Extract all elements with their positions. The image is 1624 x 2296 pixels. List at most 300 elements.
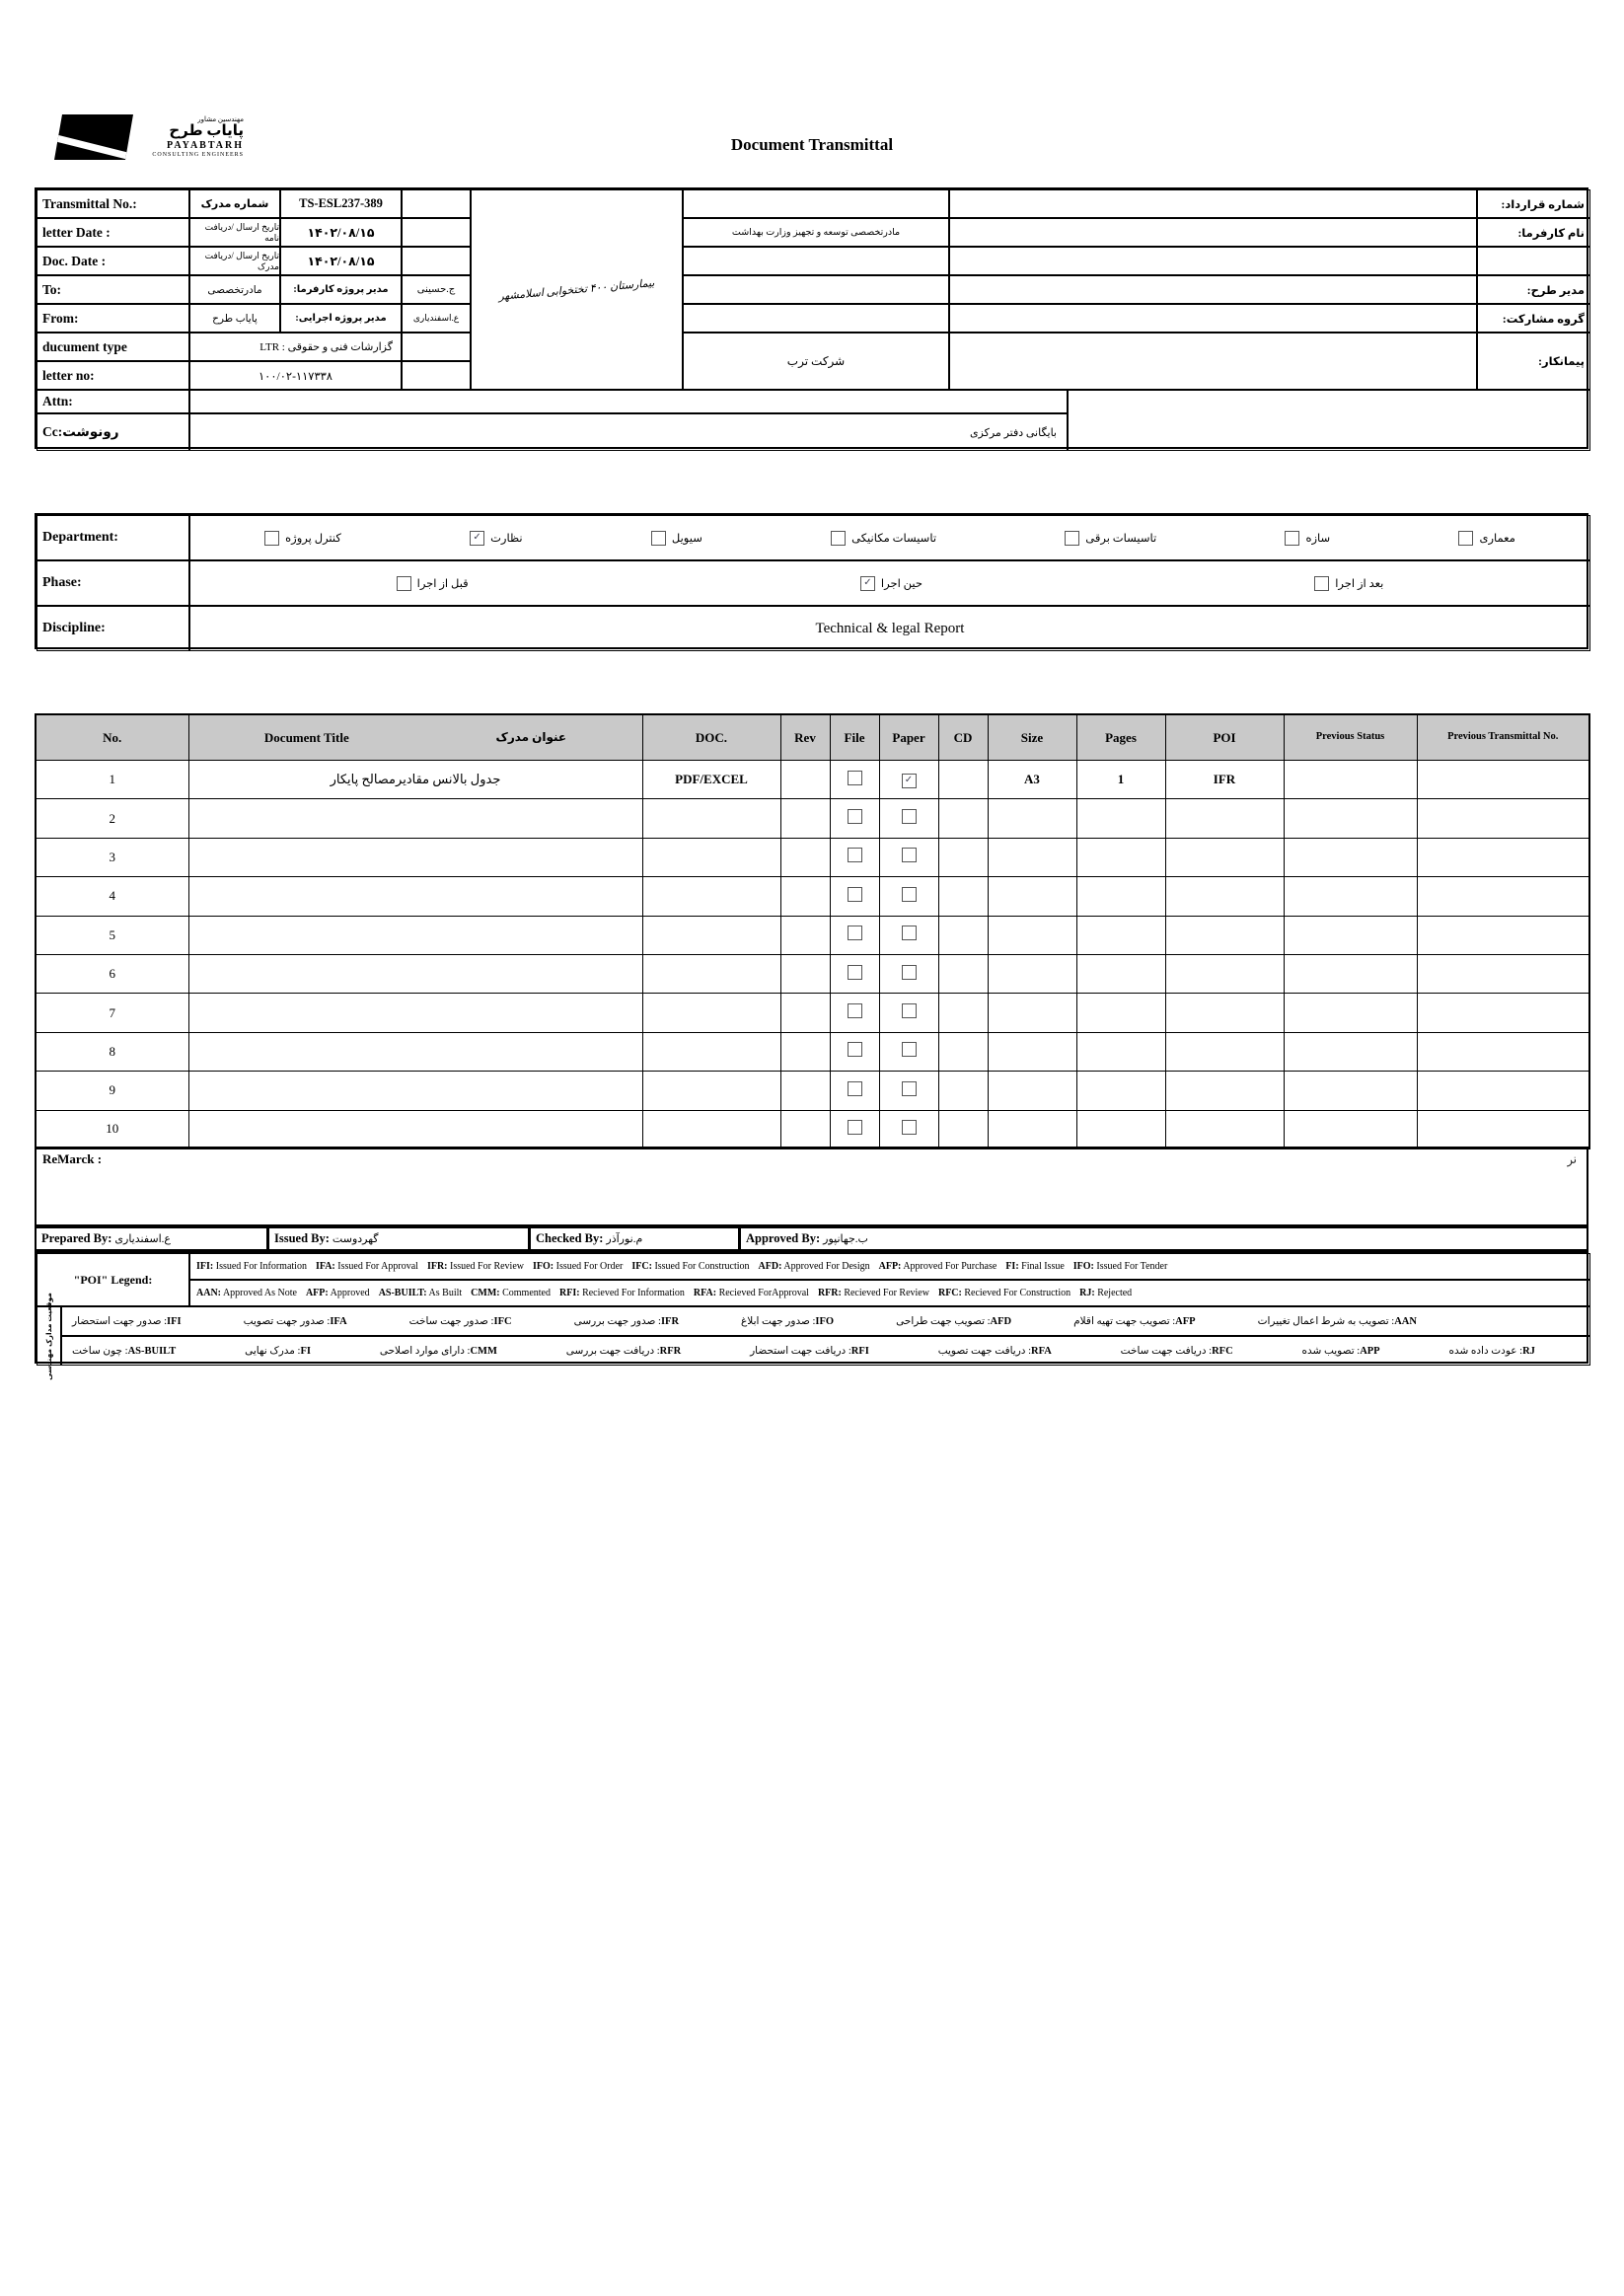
department-option-label: سازه — [1305, 533, 1331, 545]
poi-legend-fa-row1 — [61, 1306, 1590, 1336]
empty-cell — [949, 247, 1477, 275]
engineering-docs-status-vertical-label — [37, 1292, 61, 1380]
doc-cell-doc — [642, 1072, 780, 1110]
empty-cell — [949, 304, 1477, 333]
doc-cell-doc — [642, 994, 780, 1032]
doc-cell-prev_no — [1417, 994, 1589, 1032]
doc-row-7 — [36, 994, 1589, 1032]
empty-cell — [402, 218, 471, 247]
doc-cell-pages — [1076, 954, 1165, 993]
letter-date-value: ۱۴۰۲/۰۸/۱۵ — [280, 218, 402, 247]
doc-cell-prev_status — [1284, 916, 1417, 954]
doc-cell-prev_no — [1417, 954, 1589, 993]
doc-cell-file — [830, 916, 879, 954]
doc-cell-title — [188, 1032, 642, 1071]
department-option — [831, 531, 936, 546]
file-checkbox[interactable] — [848, 1120, 862, 1135]
paper-checkbox[interactable] — [902, 848, 917, 862]
doc-cell-prev_status — [1284, 1110, 1417, 1148]
file-checkbox[interactable] — [848, 771, 862, 785]
remarks-handwritten-note: نر — [1566, 1151, 1578, 1167]
doc-cell-poi — [1165, 838, 1284, 876]
phase-option-label: بعد از اجرا — [1335, 578, 1384, 590]
from-value: پایاب طرح — [189, 304, 280, 333]
signature-role-label: Checked By: — [536, 1231, 604, 1245]
doc-cell-prev_no — [1417, 838, 1589, 876]
doc-cell-prev_no — [1417, 761, 1589, 799]
poi-legend-item-FI: FI: Final Issue — [1005, 1261, 1065, 1272]
transmittal-no-label-en: Transmittal No.: — [37, 189, 189, 218]
signature-cell-1 — [35, 1226, 268, 1251]
doc-cell-pages — [1076, 799, 1165, 838]
poi-legend-item-IFO: IFO: Issued For Tender — [1072, 1261, 1168, 1272]
doc-cell-doc: PDF/EXCEL — [642, 761, 780, 799]
poi-legend-label: "POI" Legend: — [37, 1253, 189, 1306]
doc-type-code: LTR — [259, 340, 280, 353]
phase-checkbox[interactable] — [1314, 576, 1329, 591]
department-phase-table — [35, 513, 1588, 649]
signature-cell-3 — [530, 1226, 740, 1251]
doc-cell-poi — [1165, 1032, 1284, 1071]
phase-label: Phase: — [37, 560, 189, 606]
poi-legend-fa-item-IFC: IFC: صدور جهت ساخت — [408, 1316, 512, 1327]
paper-checkbox[interactable]: ✓ — [902, 774, 917, 788]
signature-role-label: Issued By: — [274, 1231, 330, 1245]
doc-cell-prev_no — [1417, 1072, 1589, 1110]
doc-type-label: ducument type — [37, 333, 189, 361]
doc-col-header-title-fa: عنوان مدرک — [495, 730, 567, 744]
department-options-cell — [189, 515, 1590, 560]
doc-cell-file — [830, 954, 879, 993]
doc-cell-doc — [642, 1110, 780, 1148]
doc-cell-prev_no — [1417, 1032, 1589, 1071]
department-option-label: نظارت — [490, 533, 523, 545]
doc-row-6 — [36, 954, 1589, 993]
doc-cell-cd — [938, 799, 988, 838]
poi-legend-item-RJ: RJ: Rejected — [1079, 1288, 1133, 1298]
doc-cell-doc — [642, 1032, 780, 1071]
doc-table-header-row — [36, 714, 1589, 761]
phase-option-label: حین اجرا — [880, 578, 923, 590]
colon-separator: : — [279, 340, 288, 353]
poi-legend-item-AAN: AAN: Approved As Note — [196, 1288, 297, 1298]
poi-legend-fa-item-RJ: RJ: عودت داده شده — [1448, 1346, 1535, 1357]
doc-cell-no: 3 — [36, 838, 188, 876]
doc-cell-rev — [780, 1072, 830, 1110]
doc-cell-rev — [780, 799, 830, 838]
client-pm-label: مدیر پروژه کارفرما: — [280, 275, 402, 304]
signature-name: گهردوست — [332, 1233, 379, 1245]
department-option — [1458, 531, 1514, 546]
to-value: مادرتخصصی — [189, 275, 280, 304]
doc-cell-pages — [1076, 1110, 1165, 1148]
doc-cell-rev — [780, 761, 830, 799]
client-pm-value: ج.حسینی — [402, 275, 471, 304]
letter-date-label-fa: تاریخ ارسال /دریافت نامه — [189, 218, 280, 247]
poi-legend-fa-item-IFI: IFI: صدور جهت استحضار — [72, 1316, 182, 1327]
client-label: نام کارفرما: — [1477, 218, 1590, 247]
signature-cell-4 — [740, 1226, 1588, 1251]
department-option-label: معماری — [1479, 533, 1515, 545]
doc-row-1 — [36, 761, 1589, 799]
poi-legend-item-AFP: AFP: Approved For Purchase — [878, 1261, 997, 1272]
poi-legend-item-IFO: IFO: Issued For Order — [533, 1261, 624, 1272]
to-label: To: — [37, 275, 189, 304]
doc-cell-poi — [1165, 1110, 1284, 1148]
letter-date-label-en: letter Date : — [37, 218, 189, 247]
doc-cell-doc — [642, 799, 780, 838]
logo-subtitle: CONSULTING ENGINEERS — [152, 151, 244, 158]
doc-cell-prev_no — [1417, 1110, 1589, 1148]
poi-legend-fa-row2 — [61, 1336, 1590, 1366]
empty-cell — [949, 218, 1477, 247]
poi-legend-fa-item-RFI: RFI: دریافت جهت استحضار — [750, 1346, 869, 1357]
poi-legend-section — [35, 1251, 1588, 1380]
file-checkbox[interactable] — [848, 809, 862, 824]
from-label: From: — [37, 304, 189, 333]
signature-cell-2 — [268, 1226, 530, 1251]
doc-cell-poi — [1165, 799, 1284, 838]
paper-checkbox[interactable] — [902, 1003, 917, 1018]
doc-cell-paper — [879, 799, 938, 838]
doc-cell-size — [988, 1110, 1076, 1148]
exec-pm-value: ع.اسفندیاری — [402, 304, 471, 333]
file-checkbox[interactable] — [848, 848, 862, 862]
doc-row-3 — [36, 838, 1589, 876]
doc-cell-size: A3 — [988, 761, 1076, 799]
letter-no-label: letter no: — [37, 361, 189, 390]
paper-checkbox[interactable] — [902, 809, 917, 824]
doc-row-4 — [36, 877, 1589, 916]
department-checkbox-checked[interactable]: ✓ — [470, 531, 484, 546]
cc-label: Cc:رونوشت — [37, 413, 189, 451]
doc-cell-title — [188, 799, 642, 838]
doc-col-header-title — [188, 714, 642, 761]
poi-legend-item-AS-BUILT: AS-BUILT: As Built — [378, 1288, 463, 1298]
doc-cell-cd — [938, 1032, 988, 1071]
doc-cell-pages — [1076, 1032, 1165, 1071]
department-option-label: تاسیسات برقی — [1085, 533, 1157, 545]
doc-cell-prev_status — [1284, 838, 1417, 876]
doc-cell-paper — [879, 954, 938, 993]
doc-cell-rev — [780, 994, 830, 1032]
poi-legend-item-IFR: IFR: Issued For Review — [426, 1261, 524, 1272]
doc-cell-poi: IFR — [1165, 761, 1284, 799]
logo-name-fa: پایاب طرح — [169, 123, 244, 140]
doc-col-header-file: File — [830, 714, 879, 761]
paper-checkbox[interactable] — [902, 926, 917, 940]
poi-legend-fa-item-AFP: AFP: تصویب جهت تهیه اقلام — [1073, 1316, 1196, 1327]
poi-legend-fa-item-FI: FI: مدرک نهایی — [245, 1346, 311, 1357]
doc-cell-doc — [642, 954, 780, 993]
doc-cell-title — [188, 1072, 642, 1110]
doc-cell-pages — [1076, 916, 1165, 954]
doc-cell-prev_status — [1284, 761, 1417, 799]
attn-value — [189, 390, 1068, 413]
logo-tagline-fa: مهندسین مشاور — [197, 115, 244, 124]
transmittal-info-table — [35, 187, 1588, 449]
doc-type-value-cell — [189, 333, 402, 361]
phase-option-label: قبل از اجرا — [416, 578, 469, 590]
client-value: مادرتخصصی توسعه و تجهیز وزارت بهداشت — [683, 218, 949, 247]
phase-checkbox[interactable] — [397, 576, 411, 591]
doc-cell-paper — [879, 1110, 938, 1148]
doc-cell-pages — [1076, 838, 1165, 876]
jv-label: گروه مشارکت: — [1477, 304, 1590, 333]
doc-cell-cd — [938, 877, 988, 916]
doc-cell-size — [988, 799, 1076, 838]
letter-no-value: ۱۰۰/۰۲-۱۱۷۳۳۸ — [189, 361, 402, 390]
contract-no-label: شماره قرارداد: — [1477, 189, 1590, 218]
phase-option — [860, 576, 923, 591]
doc-cell-file — [830, 799, 879, 838]
empty-cell — [402, 189, 471, 218]
doc-cell-prev_status — [1284, 1032, 1417, 1071]
doc-cell-no: 10 — [36, 1110, 188, 1148]
doc-cell-no: 9 — [36, 1072, 188, 1110]
project-name-cell — [471, 189, 683, 390]
doc-cell-poi — [1165, 954, 1284, 993]
transmittal-no-label-fa: شماره مدرک — [189, 189, 280, 218]
signature-name: ب.جهانپور — [823, 1233, 868, 1245]
remarks-section — [35, 1147, 1588, 1226]
doc-cell-rev — [780, 916, 830, 954]
empty-cell — [1477, 247, 1590, 275]
file-checkbox[interactable] — [848, 887, 862, 902]
page-title: Document Transmittal — [730, 135, 894, 154]
poi-legend-item-AFP: AFP: Approved — [305, 1288, 370, 1298]
signature-row — [35, 1226, 1588, 1251]
doc-row-5 — [36, 916, 1589, 954]
doc-cell-cd — [938, 838, 988, 876]
doc-cell-no: 1 — [36, 761, 188, 799]
doc-cell-pages: 1 — [1076, 761, 1165, 799]
file-checkbox[interactable] — [848, 1081, 862, 1096]
doc-date-label-fa: تاریخ ارسال /دریافت مدرک — [189, 247, 280, 275]
doc-cell-prev_no — [1417, 799, 1589, 838]
paper-checkbox[interactable] — [902, 887, 917, 902]
doc-row-10 — [36, 1110, 1589, 1148]
poi-legend-line1 — [189, 1253, 1590, 1280]
phase-option — [1314, 576, 1383, 591]
doc-cell-cd — [938, 1072, 988, 1110]
project-name: بیمارستان ۴۰۰ تختخوابی اسلامشهر — [498, 277, 656, 303]
exec-pm-label: مدیر پروژه اجرایی: — [280, 304, 402, 333]
doc-cell-file — [830, 838, 879, 876]
doc-cell-size — [988, 1032, 1076, 1071]
empty-cell — [402, 361, 471, 390]
paper-checkbox[interactable] — [902, 1081, 917, 1096]
paper-checkbox[interactable] — [902, 965, 917, 980]
poi-legend-item-IFI: IFI: Issued For Information — [196, 1261, 307, 1272]
doc-cell-prev_no — [1417, 877, 1589, 916]
poi-legend-fa-item-CMM: CMM: دارای موارد اصلاحی — [379, 1346, 497, 1357]
poi-legend-item-RFA: RFA: Recieved ForApproval — [693, 1288, 809, 1298]
department-options — [190, 531, 1589, 546]
empty-cell — [402, 247, 471, 275]
doc-cell-poi — [1165, 994, 1284, 1032]
department-option-label: تاسیسات مکانیکی — [851, 533, 937, 545]
poi-legend-fa-item-RFA: RFA: دریافت جهت تصویب — [937, 1346, 1052, 1357]
logo-name-en: PAYABTARH — [166, 140, 244, 152]
poi-legend-fa-item-APP: APP: تصویب شده — [1301, 1346, 1380, 1357]
doc-cell-title: جدول بالانس مقادیرمصالح پایکار — [188, 761, 642, 799]
poi-legend-item-AFD: AFD: Approved For Design — [758, 1261, 870, 1272]
department-option — [651, 531, 702, 546]
doc-cell-prev_status — [1284, 877, 1417, 916]
department-checkbox[interactable] — [831, 531, 846, 546]
doc-cell-file — [830, 1110, 879, 1148]
doc-cell-poi — [1165, 877, 1284, 916]
doc-cell-cd — [938, 916, 988, 954]
file-checkbox[interactable] — [848, 926, 862, 940]
remarks-label: ReMarck : — [42, 1151, 103, 1166]
doc-cell-file — [830, 877, 879, 916]
signature-role-label: Prepared By: — [41, 1231, 112, 1245]
phase-option — [397, 576, 469, 591]
doc-type-fa: گزارشات فنی و حقوقی — [287, 341, 393, 353]
doc-col-header-title-en: Document Title — [263, 729, 349, 745]
doc-cell-no: 6 — [36, 954, 188, 993]
jv-value — [683, 304, 949, 333]
doc-cell-poi — [1165, 1072, 1284, 1110]
doc-col-header-no: No. — [36, 714, 188, 761]
doc-cell-paper — [879, 1032, 938, 1071]
doc-cell-prev_status — [1284, 994, 1417, 1032]
design-manager-value — [683, 275, 949, 304]
doc-cell-rev — [780, 954, 830, 993]
doc-cell-pages — [1076, 1072, 1165, 1110]
file-checkbox[interactable] — [848, 1003, 862, 1018]
poi-legend-item-RFR: RFR: Recieved For Review — [817, 1288, 929, 1298]
doc-cell-file — [830, 1032, 879, 1071]
doc-cell-size — [988, 1072, 1076, 1110]
empty-cell — [949, 333, 1477, 390]
department-checkbox[interactable] — [1065, 531, 1079, 546]
doc-date-label-en: Doc. Date : — [37, 247, 189, 275]
doc-cell-file — [830, 761, 879, 799]
doc-cell-no: 7 — [36, 994, 188, 1032]
poi-legend-item-CMM: CMM: Commented — [471, 1288, 551, 1298]
doc-row-2 — [36, 799, 1589, 838]
attn-label: Attn: — [37, 390, 189, 413]
contractor-value: شرکت ترب — [683, 333, 949, 390]
doc-cell-cd — [938, 1110, 988, 1148]
doc-cell-rev — [780, 838, 830, 876]
empty-cell — [1068, 390, 1590, 451]
poi-legend-fa-item-RFC: RFC: دریافت جهت ساخت — [1120, 1346, 1233, 1357]
department-checkbox[interactable] — [651, 531, 666, 546]
doc-cell-title — [188, 1110, 642, 1148]
doc-cell-paper — [879, 838, 938, 876]
empty-cell — [949, 189, 1477, 218]
doc-cell-size — [988, 994, 1076, 1032]
phase-options — [190, 576, 1589, 591]
poi-legend-fa-item-RFR: RFR: دریافت جهت بررسی — [565, 1346, 682, 1357]
doc-cell-no: 8 — [36, 1032, 188, 1071]
doc-cell-paper — [879, 1072, 938, 1110]
doc-col-header-cd: CD — [938, 714, 988, 761]
empty-cell — [683, 247, 949, 275]
doc-cell-rev — [780, 1110, 830, 1148]
doc-cell-title — [188, 954, 642, 993]
doc-cell-file — [830, 994, 879, 1032]
doc-cell-doc — [642, 916, 780, 954]
poi-legend-item-IFC: IFC: Issued For Construction — [631, 1261, 750, 1272]
department-checkbox[interactable] — [1458, 531, 1473, 546]
department-checkbox[interactable] — [264, 531, 279, 546]
doc-row-9 — [36, 1072, 1589, 1110]
contract-no-value — [683, 189, 949, 218]
department-checkbox[interactable] — [1285, 531, 1299, 546]
file-checkbox[interactable] — [848, 1042, 862, 1057]
doc-col-header-doc: DOC. — [642, 714, 780, 761]
doc-cell-paper — [879, 916, 938, 954]
doc-cell-prev_no — [1417, 916, 1589, 954]
poi-legend-fa-item-IFO: IFO: صدور جهت ابلاغ — [741, 1316, 835, 1327]
paper-checkbox[interactable] — [902, 1120, 917, 1135]
doc-col-header-prev_no: Previous Transmittal No. — [1417, 714, 1589, 761]
department-option — [470, 531, 523, 546]
department-option — [1065, 531, 1156, 546]
poi-legend-item-RFI: RFI: Recieved For Information — [559, 1288, 685, 1298]
department-option-label: کنترل پروژه — [285, 533, 341, 545]
doc-cell-cd — [938, 761, 988, 799]
doc-cell-size — [988, 954, 1076, 993]
doc-cell-cd — [938, 954, 988, 993]
file-checkbox[interactable] — [848, 965, 862, 980]
design-manager-label: مدیر طرح: — [1477, 275, 1590, 304]
vertical-label-text: موقعیت مدارک مهندسی — [44, 1292, 53, 1380]
doc-col-header-paper: Paper — [879, 714, 938, 761]
doc-cell-rev — [780, 1032, 830, 1071]
doc-cell-paper — [879, 761, 938, 799]
doc-cell-no: 2 — [36, 799, 188, 838]
doc-cell-prev_status — [1284, 799, 1417, 838]
doc-cell-cd — [938, 994, 988, 1032]
doc-col-header-size: Size — [988, 714, 1076, 761]
doc-cell-doc — [642, 838, 780, 876]
doc-cell-doc — [642, 877, 780, 916]
doc-cell-title — [188, 916, 642, 954]
doc-date-value: ۱۴۰۲/۰۸/۱۵ — [280, 247, 402, 275]
signature-name: م.نورآذر — [606, 1233, 643, 1245]
contractor-label: پیمانکار: — [1477, 333, 1590, 390]
paper-checkbox[interactable] — [902, 1042, 917, 1057]
doc-cell-title — [188, 877, 642, 916]
doc-cell-prev_status — [1284, 1072, 1417, 1110]
doc-row-8 — [36, 1032, 1589, 1071]
doc-col-header-poi: POI — [1165, 714, 1284, 761]
poi-legend-item-RFC: RFC: Recieved For Construction — [937, 1288, 1071, 1298]
doc-cell-paper — [879, 994, 938, 1032]
signature-name: ع.اسفندیاری — [114, 1233, 171, 1245]
doc-cell-rev — [780, 877, 830, 916]
doc-cell-size — [988, 838, 1076, 876]
poi-legend-line2 — [189, 1280, 1590, 1306]
phase-checkbox-checked[interactable]: ✓ — [860, 576, 875, 591]
doc-cell-prev_status — [1284, 954, 1417, 993]
empty-cell — [402, 333, 471, 361]
doc-cell-size — [988, 877, 1076, 916]
poi-legend-fa-item-AAN: AAN: تصویب به شرط اعمال تغییرات — [1257, 1316, 1417, 1327]
doc-cell-no: 5 — [36, 916, 188, 954]
department-option-label: سیویل — [671, 533, 702, 545]
doc-cell-file — [830, 1072, 879, 1110]
doc-col-header-pages: Pages — [1076, 714, 1165, 761]
doc-cell-pages — [1076, 877, 1165, 916]
discipline-label: Discipline: — [37, 606, 189, 651]
